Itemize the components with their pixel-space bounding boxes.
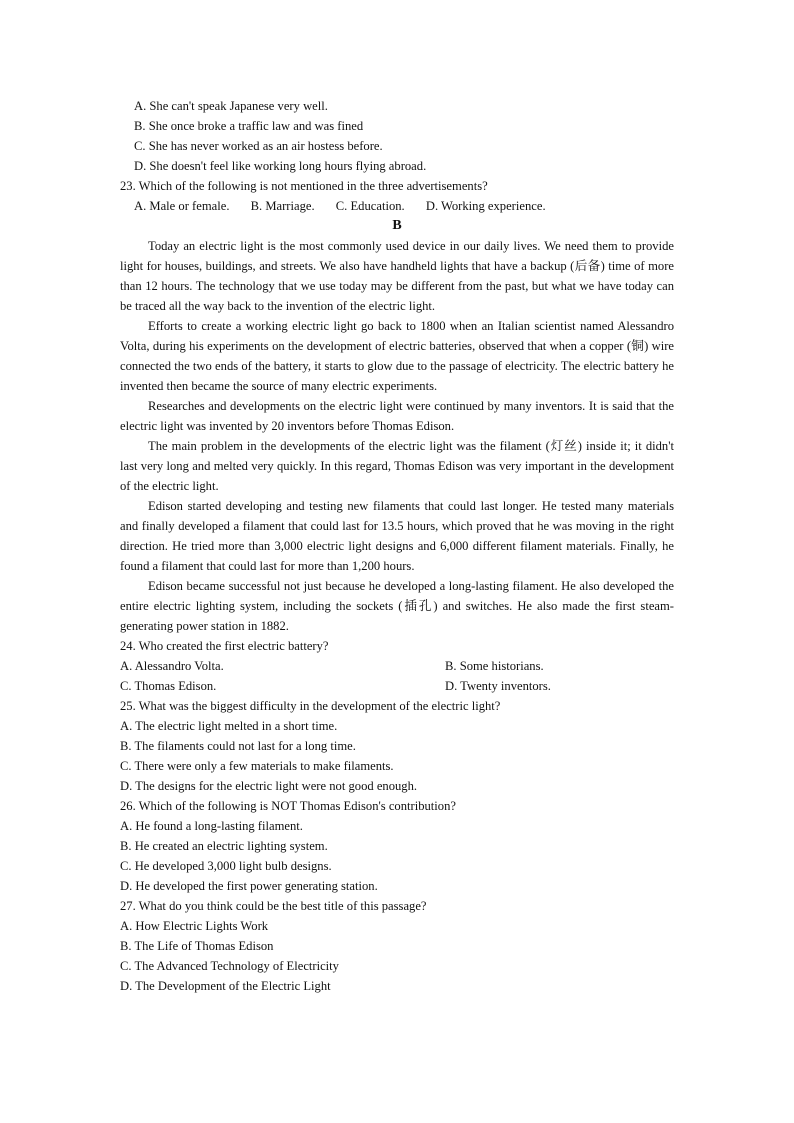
q23-option-c: C. Education. [335,199,405,213]
q22-options [120,96,674,176]
q23-option-b: B. Marriage. [250,199,315,213]
q22-option-c: C. She has never worked as an air hostess before. [134,139,383,153]
q24-row-1 [120,656,674,676]
q24-option-b: B. Some historians. [445,659,544,673]
passage-paragraph-3: Researches and developments on the electric light were continued by many inventors. It is said that the electric light was invented by 20 inventors before Thomas Edison. [120,399,674,433]
q24-option-c: C. Thomas Edison. [120,679,217,693]
question-23 [120,176,674,216]
q25-option-b: B. The filaments could not last for a long time. [120,739,356,753]
question-25-text: 25. What was the biggest difficulty in the development of the electric light? [120,699,501,713]
q27-option-d: D. The Development of the Electric Light [120,979,331,993]
question-24 [120,636,674,696]
q26-option-b: B. He created an electric lighting system. [120,839,328,853]
q22-option-a: A. She can't speak Japanese very well. [134,99,328,113]
passage-paragraph-6: Edison became successful not just because he developed a long-lasting filament. He also developed the entire electric lighting system, including the sockets (插孔) and switches. He also made the first steam-generating power station in 1882. [120,579,674,633]
q22-option-b: B. She once broke a traffic law and was fined [134,119,364,133]
reading-passage [120,236,674,636]
passage-paragraph-1: Today an electric light is the most commonly used device in our daily lives. We need them to provide light for houses, buildings, and streets. We also have handheld lights that have a backup (后备) time of more than 12 hours. The technology that we use today may be different from the past, but what we have today can be traced all the way back to the invention of the electric light. [120,239,674,313]
q22-option-d: D. She doesn't feel like working long hours flying abroad. [134,159,427,173]
q24-row-2 [120,676,674,696]
question-24-text: 24. Who created the first electric battery? [120,639,329,653]
q24-option-a: A. Alessandro Volta. [120,659,224,673]
q27-option-b: B. The Life of Thomas Edison [120,939,274,953]
passage-paragraph-4: The main problem in the developments of the electric light was the filament (灯丝) inside it; it didn't last very long and melted very quickly. In this regard, Thomas Edison was very important in the development of the electric light. [120,439,674,493]
question-25 [120,696,674,796]
q23-option-d: D. Working experience. [425,199,546,213]
q24-option-d: D. Twenty inventors. [445,679,551,693]
passage-paragraph-5: Edison started developing and testing new filaments that could last longer. He tested many materials and finally developed a filament that could last for 13.5 hours, which proved that he was moving in the right direction. He tried more than 3,000 electric light designs and 6,000 different filament materials. Finally, he found a filament that could last for more than 1,200 hours. [120,499,674,573]
question-26 [120,796,674,896]
section-heading: B [392,218,402,233]
q26-option-a: A. He found a long-lasting filament. [120,819,303,833]
question-26-text: 26. Which of the following is NOT Thomas Edison's contribution? [120,799,456,813]
exam-page [120,96,674,996]
passage-paragraph-2: Efforts to create a working electric light go back to 1800 when an Italian scientist named Alessandro Volta, during his experiments on the development of electric batteries, observed that when a copper (铜) wire connected the two ends of the battery, it starts to glow due to the passage of electricity. The electric battery he invented then became the source of many electric experiments. [120,319,674,393]
question-27-text: 27. What do you think could be the best title of this passage? [120,899,427,913]
question-23-text: 23. Which of the following is not mentioned in the three advertisements? [120,179,488,193]
question-23-options [120,196,674,216]
q26-option-c: C. He developed 3,000 light bulb designs. [120,859,332,873]
q25-option-a: A. The electric light melted in a short time. [120,719,338,733]
q26-option-d: D. He developed the first power generating station. [120,879,378,893]
q27-option-a: A. How Electric Lights Work [120,919,269,933]
q27-option-c: C. The Advanced Technology of Electricity [120,959,339,973]
q25-option-c: C. There were only a few materials to make filaments. [120,759,394,773]
question-27 [120,896,674,996]
q25-option-d: D. The designs for the electric light were not good enough. [120,779,418,793]
q23-option-a: A. Male or female. [134,199,230,213]
